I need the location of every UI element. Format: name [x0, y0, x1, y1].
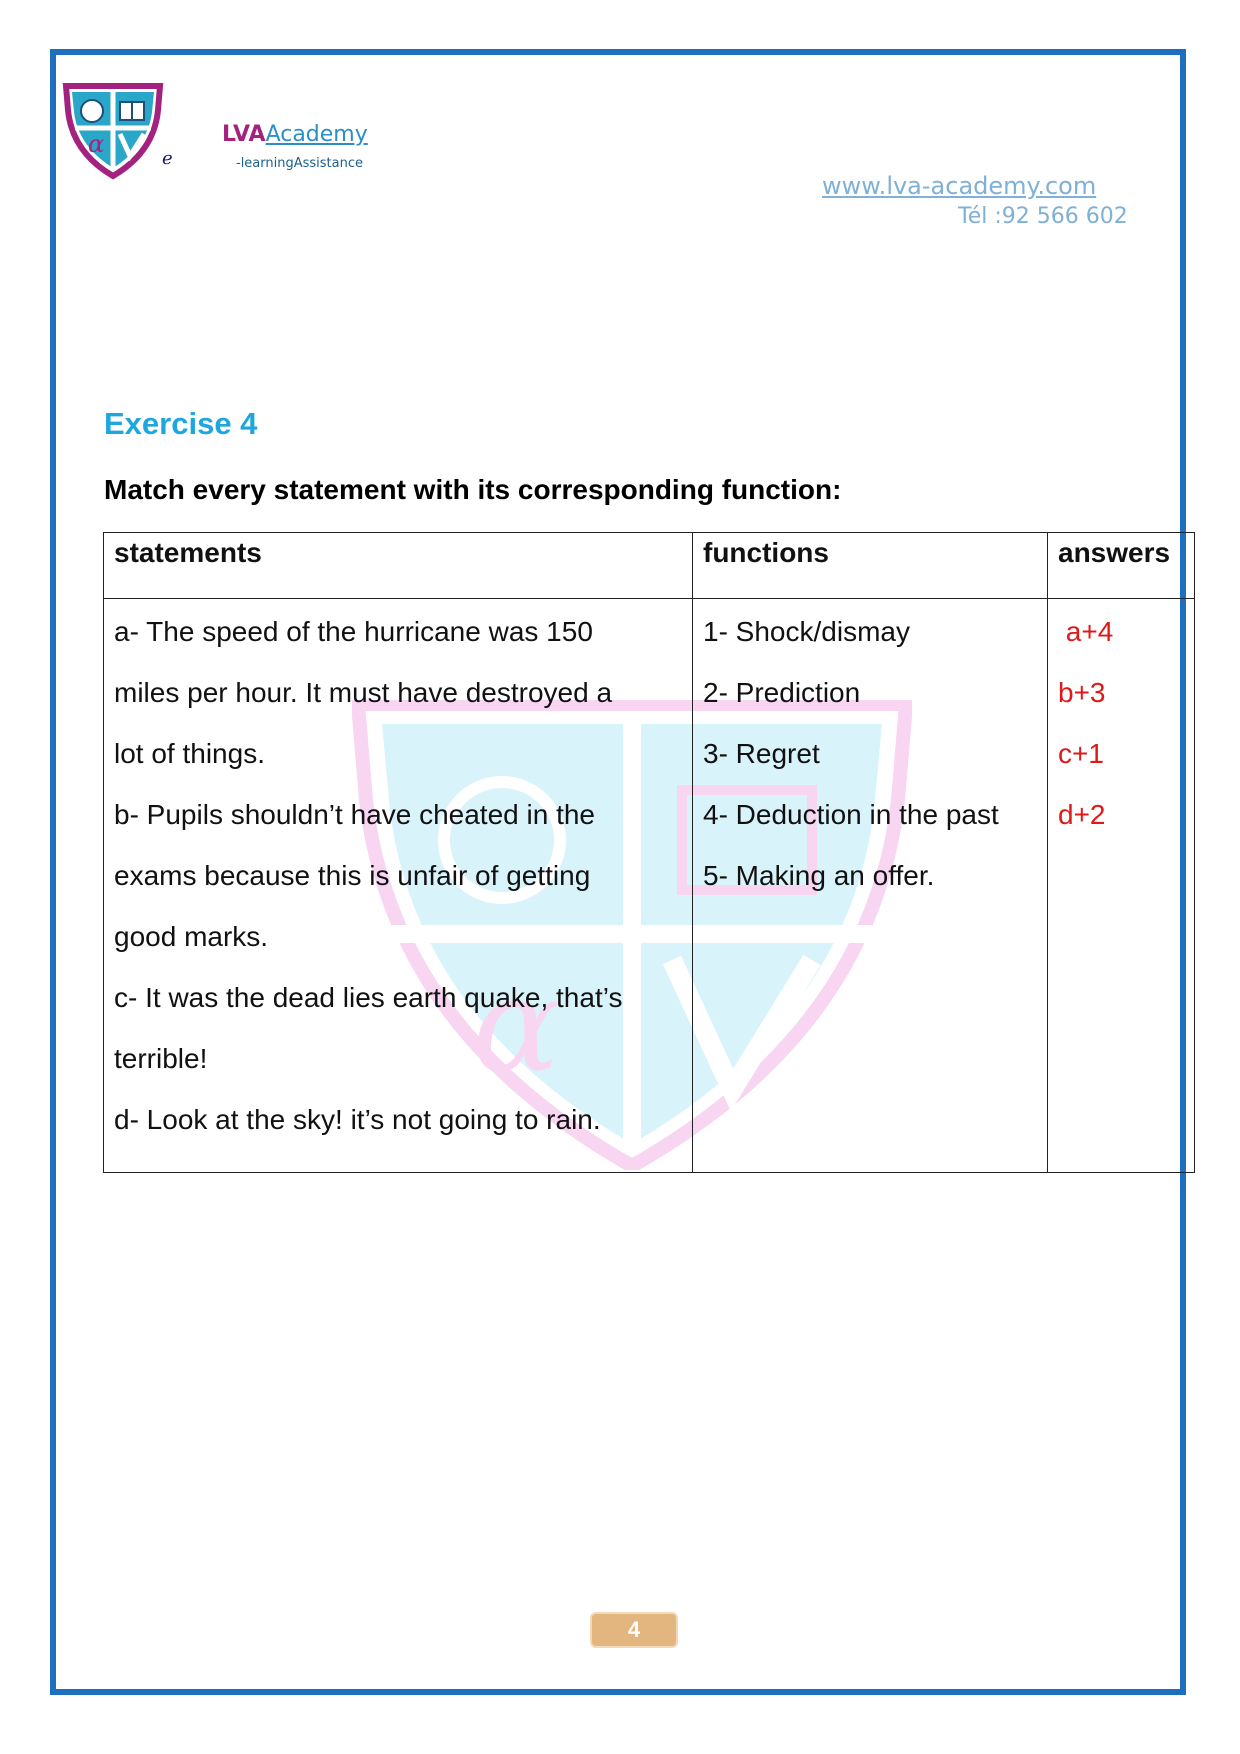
- svg-text:α: α: [88, 130, 105, 158]
- table-header-row: [104, 533, 1195, 599]
- statements-cell: [104, 599, 693, 1173]
- function-item: 5- Making an offer.: [703, 860, 935, 891]
- brand-name: [222, 122, 368, 147]
- statement-line: exams because this is unfair of getting: [114, 860, 591, 891]
- brand-lva: LVA: [222, 122, 266, 147]
- function-item: 1- Shock/dismay: [703, 616, 910, 647]
- answer-item: c+1: [1058, 738, 1104, 769]
- matching-table: [103, 532, 1195, 1173]
- brand-academy: Academy: [265, 122, 368, 147]
- brand-subtitle: -learningAssistance: [236, 156, 363, 171]
- statement-line: c- It was the dead lies earth quake, that’s: [114, 982, 623, 1013]
- website-link[interactable]: www.lva-academy.com: [822, 172, 1097, 200]
- statement-line: d- Look at the sky! it’s not going to rain.: [114, 1104, 601, 1135]
- answer-item: b+3: [1058, 677, 1106, 708]
- header-answers: answers: [1048, 533, 1195, 599]
- answers-cell: [1048, 599, 1195, 1173]
- exercise-instruction: Match every statement with its corresponding function:: [104, 474, 842, 505]
- functions-cell: [693, 599, 1048, 1173]
- phone-number: Tél :92 566 602: [958, 204, 1128, 229]
- exercise-title: Exercise 4: [104, 406, 258, 441]
- statement-line: a- The speed of the hurricane was 150: [114, 616, 593, 647]
- function-item: 3- Regret: [703, 738, 820, 769]
- function-item: 4- Deduction in the past: [703, 799, 999, 830]
- svg-text:α: α: [472, 949, 560, 1101]
- statement-line: b- Pupils shouldn’t have cheated in the: [114, 799, 595, 830]
- statement-line: good marks.: [114, 921, 269, 952]
- function-item: 2- Prediction: [703, 677, 861, 708]
- statement-line: lot of things.: [114, 738, 265, 769]
- logo-letter: e: [162, 148, 173, 169]
- header-statements: statements: [104, 533, 693, 599]
- statement-line: terrible!: [114, 1043, 208, 1074]
- lva-logo-icon: [58, 80, 168, 180]
- header-functions: functions: [693, 533, 1048, 599]
- page-number-badge: 4: [590, 1612, 678, 1648]
- statement-line: miles per hour. It must have destroyed a: [114, 677, 613, 708]
- answer-item: a+4: [1058, 616, 1114, 647]
- answer-item: d+2: [1058, 799, 1106, 830]
- table-row: [104, 599, 1195, 1173]
